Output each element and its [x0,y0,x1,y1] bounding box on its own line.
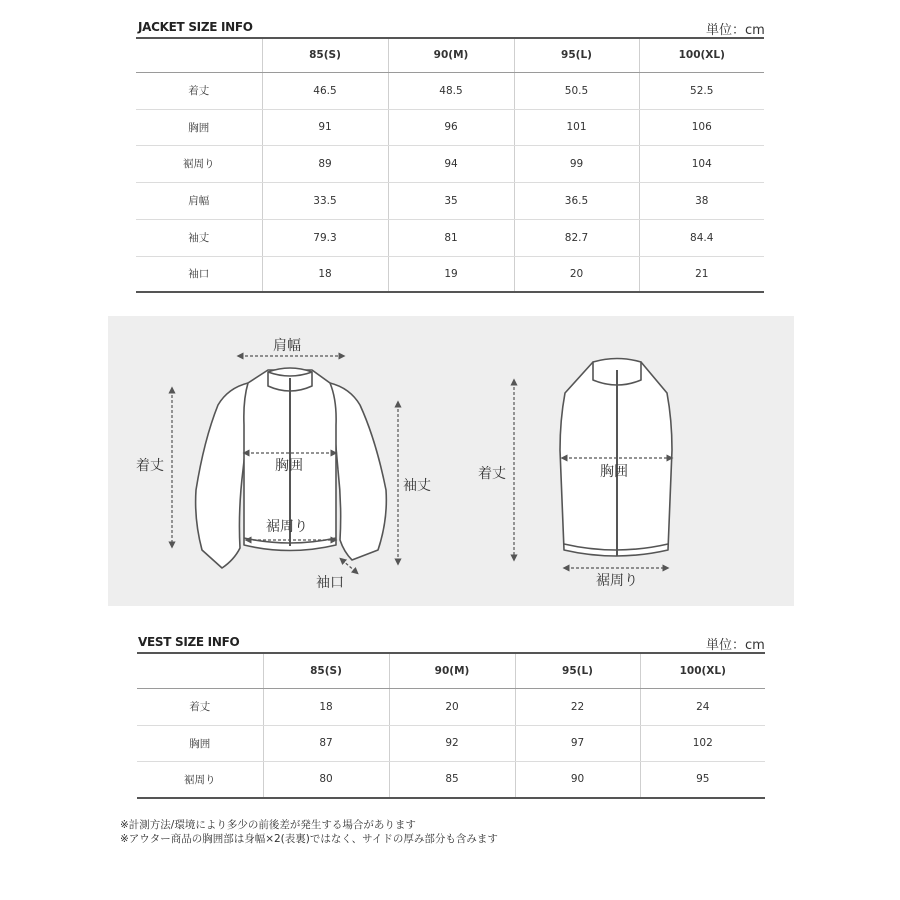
vest-unit-label: 単位：cm [706,638,765,653]
table-cell: 96 [388,109,514,145]
column-header-l: 95(L) [515,653,640,688]
table-row [137,688,765,725]
table-cell: 92 [389,725,515,761]
table-cell: 21 [639,256,764,292]
measurement-notes [120,818,498,846]
table-cell: 18 [263,688,389,725]
jacket-unit-label: 単位：cm [706,23,765,38]
vest-size-table [137,652,765,799]
table-cell: 52.5 [639,72,764,109]
column-header-m: 90(M) [388,38,514,72]
table-cell: 79.3 [262,219,388,256]
column-header-xl: 100(XL) [640,653,765,688]
table-cell: 33.5 [262,182,388,219]
table-cell: 81 [388,219,514,256]
vest-chest-label: 胸囲 [600,464,628,480]
table-cell: 19 [388,256,514,292]
table-cell: 97 [515,725,640,761]
row-label: 着丈 [136,72,262,109]
jacket-length-label: 着丈 [136,458,164,474]
table-cell: 50.5 [514,72,639,109]
row-label: 袖丈 [136,219,262,256]
column-header-s: 85(S) [263,653,389,688]
table-cell: 84.4 [639,219,764,256]
table-cell: 85 [389,761,515,798]
row-label: 袖口 [188,268,210,281]
table-cell: 82.7 [514,219,639,256]
table-cell: 18 [262,256,388,292]
row-label: 裾周り [136,145,262,182]
table-cell: 20 [514,256,639,292]
jacket-size-title: JACKET SIZE INFO [138,20,253,34]
column-header-s: 85(S) [262,38,388,72]
table-row [137,761,765,798]
table-cell: 20 [389,688,515,725]
column-header-m: 90(M) [389,653,515,688]
table-cell: 46.5 [262,72,388,109]
note-line: ※計測方法/環境により多少の前後差が発生する場合があります [120,819,416,831]
table-cell: 36.5 [514,182,639,219]
table-cell: 101 [514,109,639,145]
jacket-shoulder-label: 肩幅 [273,338,301,354]
jacket-hem-label: 裾周り [266,519,308,535]
vest-hem-label: 裾周り [596,573,638,589]
jacket-chest-label: 胸囲 [275,458,303,474]
column-header-l: 95(L) [514,38,639,72]
table-cell: 87 [263,725,389,761]
table-cell: 22 [515,688,640,725]
row-label: 裾周り [184,773,216,786]
vest-length-label: 着丈 [478,466,506,482]
row-label: 着丈 [137,688,263,725]
table-cell: 91 [262,109,388,145]
jacket-cuff-label: 袖口 [316,575,344,591]
table-cell: 102 [640,725,765,761]
table-cell: 94 [388,145,514,182]
table-row [137,725,765,761]
table-cell: 106 [639,109,764,145]
row-label: 胸囲 [137,725,263,761]
table-cell: 95 [640,761,765,798]
table-cell: 35 [388,182,514,219]
row-label: 胸囲 [136,109,262,145]
table-cell: 48.5 [388,72,514,109]
table-cell: 24 [640,688,765,725]
table-cell: 80 [263,761,389,798]
note-line: ※アウター商品の胸囲部は身幅×2(表裏)ではなく、サイドの厚み部分も含みます [120,833,498,845]
table-cell: 90 [515,761,640,798]
table-cell: 104 [639,145,764,182]
table-header-corner [137,653,263,688]
vest-size-title: VEST SIZE INFO [138,635,240,649]
table-cell: 89 [262,145,388,182]
table-cell: 99 [514,145,639,182]
row-label: 肩幅 [136,182,262,219]
table-cell: 38 [639,182,764,219]
column-header-xl: 100(XL) [639,38,764,72]
jacket-sleeve-label: 袖丈 [403,478,431,494]
